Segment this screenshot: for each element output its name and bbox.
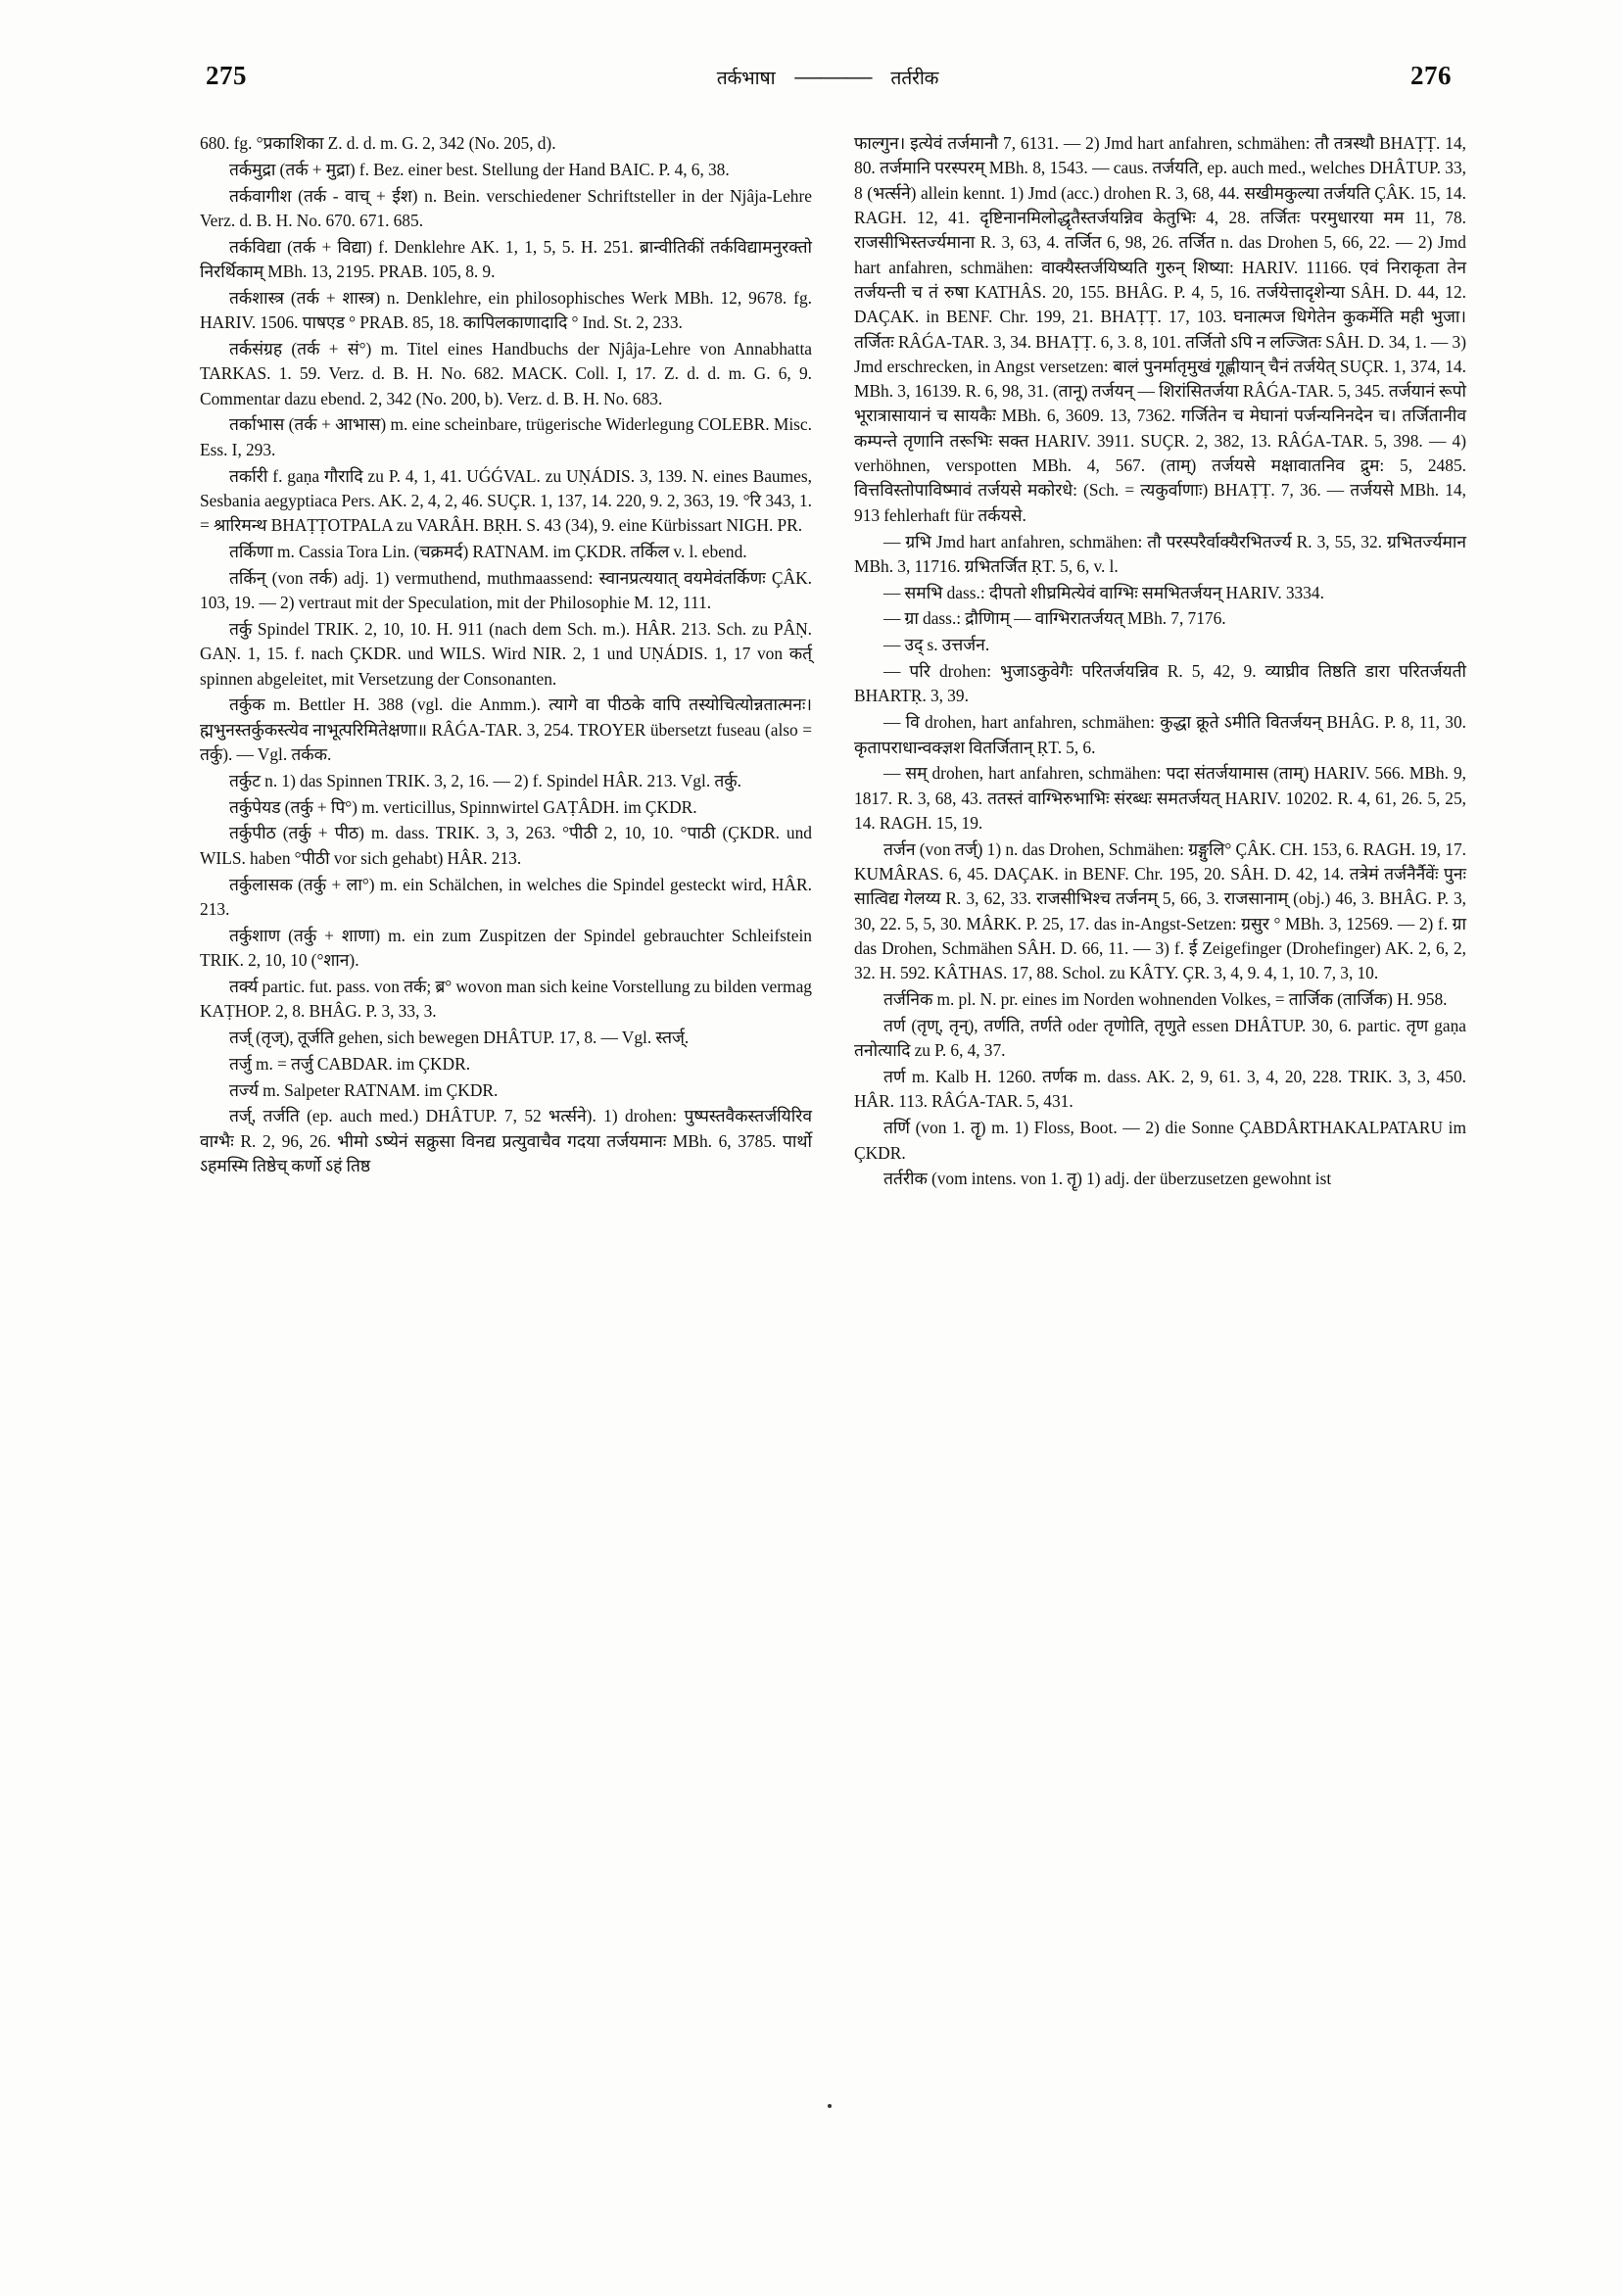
- dictionary-entry: तर्ज्य m. Salpeter RATNAM. im ÇKDR.: [229, 1079, 499, 1100]
- dictionary-entry: तर्काभास (तर्क + आभास) m. eine scheinbare, trügerische Widerlegung COLEBR. Misc. Ess. I, 293.: [200, 414, 812, 459]
- column-right: [854, 131, 1466, 1193]
- running-head-left: तर्कभाषा: [716, 69, 776, 89]
- dictionary-entry: तर्जनिक m. pl. N. pr. eines im Norden wohnenden Volkes, = तार्जिक (तार्जिक) H. 958.: [883, 989, 1448, 1010]
- folio-left: 275: [206, 61, 247, 90]
- dictionary-entry: तर्कमुद्रा (तर्क + मुद्रा) f. Bez. einer best. Stellung der Hand BAIC. P. 4, 6, 38.: [229, 159, 730, 179]
- dictionary-entry: तर्कविद्या (तर्क + विद्या) f. Denklehre AK. 1, 1, 5, 5. H. 251. ब्रान्वीतिकीं तर्कविद्यामनुरक्तो निरर्थिकाम् MBh. 13, 2195. PRAB. 105, 8. 9.: [200, 236, 812, 282]
- running-head-right: तर्तरीक: [890, 69, 939, 89]
- dictionary-entry: — परि drohen: भुजाऽकुवेगैः परितर्जयन्निव R. 5, 42, 9. व्याघ्रीव तिष्ठति डारा परितर्जयती BHARTṚ. 3, 39.: [854, 661, 1466, 706]
- page-content: [186, 61, 1469, 2176]
- dictionary-entry: — ग्रा dass.: द्रौणिाम् — वाग्भिरातर्जयत् MBh. 7, 7176.: [883, 608, 1226, 629]
- dictionary-entry: तर्कशास्त्र (तर्क + शास्त्र) n. Denklehre, ein philosophisches Werk MBh. 12, 9678. fg. HARIV. 1506. पाषएड ° PRAB. 85, 18. कापिलकाणादादि ° Ind. St. 2, 233.: [200, 287, 812, 333]
- page-header: [186, 61, 1469, 114]
- dictionary-entry: तर्तरीक (vom intens. von 1. तॄ) 1) adj. der überzusetzen gewohnt ist: [883, 1169, 1332, 1189]
- dictionary-entry: तर्क्य partic. fut. pass. von तर्क; ब्र° wovon man sich keine Vorstellung zu bilden vermag KAṬHOP. 2, 8. BHÂG. P. 3, 33, 3.: [200, 976, 812, 1022]
- dictionary-entry: तर्किन् (von तर्क) adj. 1) vermuthend, muthmaassend: स्वानप्रत्ययात् वयमेवंतर्किणः ÇÂK. 103, 19. — 2) vertraut mit der Speculation, mit der Philosophie M. 12, 111.: [200, 567, 812, 613]
- dictionary-entry: तर्णि (von 1. तॄ) m. 1) Floss, Boot. — 2) die Sonne ÇABDÂRTHAKALPATARU im ÇKDR.: [854, 1118, 1466, 1163]
- column-left: [200, 131, 812, 1180]
- dictionary-entry: तर्ण (तृण्, तृन्), तर्णति, तर्णते oder तृणोति, तृणुते essen DHÂTUP. 30, 6. partic. तृण gaṇa तनोत्यादि zu P. 6, 4, 37.: [854, 1015, 1466, 1061]
- dictionary-entry: तर्जन (von तर्ज्) 1) n. das Drohen, Schmähen: ग्रङ्गुलि° ÇÂK. CH. 153, 6. RAGH. 19, 17. KUMÂRAS. 6, 45. DAÇAK. in BENF. Chr. 195, 20. SÂH. D. 42, 14. तत्रेमं तर्जनैर्नैवेंः पुनः सात्विद्य गेलय्य R. 3, 62, 33. राजसीभिश्च तर्जनम् 5, 66, 3. राजसानाम् (obj.) 46, 3. BHÂG. P. 3, 30, 22. 5, 5, 30. MÂRK. P. 25, 17. das in-Angst-Setzen: ग्रसुर ° MBh. 3, 12569. — 2) f. ग्रा das Drohen, Schmähen SÂH. D. 66, 11. — 3) f. ई Zeigefinger (Drohefinger) AK. 2, 6, 2, 32. H. 592. KÂTHAS. 17, 88. Schol. zu KÂTY. ÇR. 3, 4, 9. 4, 1, 10. 7, 3, 10.: [854, 838, 1466, 983]
- text-columns: [186, 131, 1469, 2090]
- dictionary-entry: तर्जु m. = तर्जु CABDAR. im ÇKDR.: [229, 1053, 471, 1074]
- dictionary-entry: तर्कुपेयड (तर्कु + पि°) m. verticillus, Spinnwirtel GAṬÂDH. im ÇKDR.: [229, 796, 697, 817]
- dictionary-entry: तर्कुक m. Bettler H. 388 (vgl. die Anmm.). त्यागे वा पीठके वापि तस्योचित्योन्नतात्मनः। ह्मभुनस्तर्कुकस्त्येव नाभूत्परिमितेक्षणा॥ RÂǴA-TAR. 3, 254. TROYER übersetzt fuseau (also = तर्कु). — Vgl. तर्कक.: [200, 694, 812, 764]
- dictionary-entry: — सम् drohen, hart anfahren, schmähen: पदा संतर्जयामास (ताम्) HARIV. 566. MBh. 9, 1817. R. 3, 68, 43. ततस्तं वाग्भिरुभाभिः संरब्धः समतर्जयत् HARIV. 10202. R. 4, 61, 26. 5, 25, 14. RAGH. 15, 19.: [854, 763, 1466, 833]
- dictionary-entry: तर्किणा m. Cassia Tora Lin. (चक्रमर्द) RATNAM. im ÇKDR. तर्किल v. l. ebend.: [229, 542, 747, 561]
- dictionary-entry: तर्कसंग्रह (तर्क + सं°) m. Titel eines Handbuchs der Njâja-Lehre von Annabhatta TARKAS. 1. 59. Verz. d. B. H. No. 682. MACK. Coll. I, 17. Z. d. d. m. G. 6, 9. Commentar dazu ebend. 2, 342 (No. 200, b). Verz. d. B. H. No. 683.: [200, 339, 812, 408]
- dictionary-entry: तर्ण m. Kalb H. 1260. तर्णक m. dass. AK. 2, 9, 61. 3, 4, 20, 228. TRIK. 3, 3, 450. HÂR. 113. RÂǴA-TAR. 5, 431.: [854, 1067, 1466, 1112]
- dictionary-entry: 680. fg. °प्रकाशिका Z. d. d. m. G. 2, 342 (No. 205, d).: [200, 133, 556, 153]
- dictionary-entry: तर्ज् (तृज्), तूर्जति gehen, sich bewegen DHÂTUP. 17, 8. — Vgl. स्तर्ज्.: [229, 1027, 690, 1047]
- page-ornament-dot: [828, 2104, 832, 2108]
- dictionary-entry: तर्कुट n. 1) das Spinnen TRIK. 3, 2, 16. — 2) f. Spindel HÂR. 213. Vgl. तर्कु.: [229, 770, 741, 790]
- dictionary-entry: — उद् s. उत्तर्जन.: [883, 635, 990, 655]
- dictionary-entry: तर्कुशाण (तर्कु + शाणा) m. ein zum Zuspitzen der Spindel gebrauchter Schleifstein TRIK. 2, 10, 10 (°शान).: [200, 925, 812, 970]
- dictionary-entry: — समभि dass.: दीपतो शीघ्रमित्येवं वाग्भिः समभितर्जयन् HARIV. 3334.: [883, 582, 1324, 602]
- dictionary-entry: तर्ज्, तर्जति (ep. auch med.) DHÂTUP. 7, 52 भर्त्सने). 1) drohen: पुष्पस्तवैकस्तर्जयिरिव वाग्भैः R. 2, 96, 26. भीमो ऽष्येनं सक्रुसा विनद्य प्रत्युवाचैव गदया तर्जयमानः MBh. 6, 3785. पार्थो ऽहमस्मि तिष्ठेच् कर्णो ऽहं तिष्ठ: [200, 1106, 812, 1175]
- dictionary-entry: — वि drohen, hart anfahren, schmähen: कुद्धा क्रूते ऽमीति वितर्जयन् BHÂG. P. 8, 11, 30. कृतापराधान्वक्ज्ञश वितर्जितान् ṚT. 5, 6.: [854, 712, 1466, 757]
- dictionary-entry: तर्कु Spindel TRIK. 2, 10, 10. H. 911 (nach dem Sch. m.). HÂR. 213. Sch. zu PÂṆ. GAṆ. 1, 15. f. nach ÇKDR. und WILS. Wird NIR. 2, 1 und UṆÁDIS. 1, 17 von कर्त् spinnen abgeleitet, mit Versetzung der Consonanten.: [200, 618, 812, 689]
- folio-right: 276: [1410, 61, 1452, 90]
- dictionary-entry: फाल्गुन। इत्येवं तर्जमानौ 7, 6131. — 2) Jmd hart anfahren, schmähen: तौ तत्रस्थौ BHAṬṬ. 14, 80. तर्जमानि परस्परम् MBh. 8, 1543. — caus. तर्जयति, ep. auch med., welches DHÂTUP. 33, 8 (भर्त्सने) allein kennt. 1) Jmd (acc.) drohen R. 3, 68, 44. सखीमकुल्या तर्जयति ÇÂK. 15, 14. RAGH. 12, 41. दृष्टिनानमिलोद्धृतैस्तर्जयन्निव केतुभिः 4, 28. तर्जितः परमुधारया मम 11, 78. राजसीभिस्तर्ज्यमाना R. 3, 63, 4. तर्जित 6, 98, 26. तर्जित n. das Drohen 5, 66, 22. — 2) Jmd hart anfahren, schmähen: वाक्यैस्तर्जयिष्यति गुरुन् शिष्या: HARIV. 11166. एवं निराकृता तेन तर्जयन्ती च तं रुषा KATHÂS. 20, 155. BHÂG. P. 4, 5, 16. तर्जयेत्तादृशेन्या SÂH. D. 44, 12. DAÇAK. in BENF. Chr. 199, 21. BHAṬṬ. 17, 103. घनात्मज धिगेतेन कुकर्मेति मही भुजा। तर्जितः RÂǴA-TAR. 3, 34. BHAṬṬ. 6, 3. 8, 101. तर्जितो ऽपि न लज्जितः SÂH. D. 34, 1. — 3) Jmd erschrecken, in Angst versetzen: बालं पुनर्मातृमुखं गूह्णीयान् चैनं तर्जयेत् SUÇR. 1, 374, 14. MBh. 3, 16139. R. 6, 98, 31. (तानू) तर्जयन् — शिरांसितर्जया RÂǴA-TAR. 5, 345. तर्जयानं रूपो भूरात्रासायानं च सायकैः MBh. 6, 3609. 13, 7362. गर्जितेन च मेघानां पर्जन्यनिनदेन च। तर्जितानीव कम्पन्ते तृणानि तरूभिः सक्त HARIV. 3911. SUÇR. 2, 382, 13. RÂǴA-TAR. 5, 398. — 4) verhöhnen, verspotten MBh. 4, 567. (ताम्) तर्जयसे मक्षावातनिव द्रुम: 5, 2485. वित्तविस्तोपाविष्मावं तर्जयसे मकोरधे: (Sch. = त्यकुर्वाणाः) BHAṬṬ. 7, 36. — तर्जयसे MBh. 14, 913 fehlerhaft für तर्कयसे.: [854, 133, 1466, 525]
- dictionary-entry: — ग्रभि Jmd hart anfahren, schmähen: तौ परस्परैर्वाक्यैरभितर्ज्य R. 3, 55, 32. ग्रभितर्ज्यमान MBh. 3, 11716. ग्रभितर्जित ṚT. 5, 6, v. l.: [854, 531, 1466, 576]
- running-head: [186, 61, 1469, 91]
- dictionary-entry: तर्कारी f. gaṇa गौरादि zu P. 4, 1, 41. UǴǴVAL. zu UṆÁDIS. 3, 139. N. eines Baumes, Sesbania aegyptiaca Pers. AK. 2, 4, 2, 46. SUÇR. 1, 137, 14. 220, 9. 2, 363, 19. °रि 343, 1. = श्रारिमन्थ BHAṬṬOTPALA zu VARÂH. BṚH. S. 43 (34), 9. eine Kürbissart NIGH. PR.: [200, 465, 812, 536]
- dictionary-entry: तर्कुलासक (तर्कु + ला°) m. ein Schälchen, in welches die Spindel gesteckt wird, HÂR. 213.: [200, 874, 812, 919]
- running-head-dash: ———: [794, 61, 872, 90]
- dictionary-entry: तर्कवागीश (तर्क - वाच् + ईश) n. Bein. verschiedener Schriftsteller in der Njâja-Lehre Verz. d. B. H. No. 670. 671. 685.: [200, 185, 812, 230]
- dictionary-entry: तर्कुपीठ (तर्कु + पीठ) m. dass. TRIK. 3, 3, 263. °पीठी 2, 10, 10. °पाठी (ÇKDR. und WILS. haben °पीठी vor sich gehabt) HÂR. 213.: [200, 823, 812, 868]
